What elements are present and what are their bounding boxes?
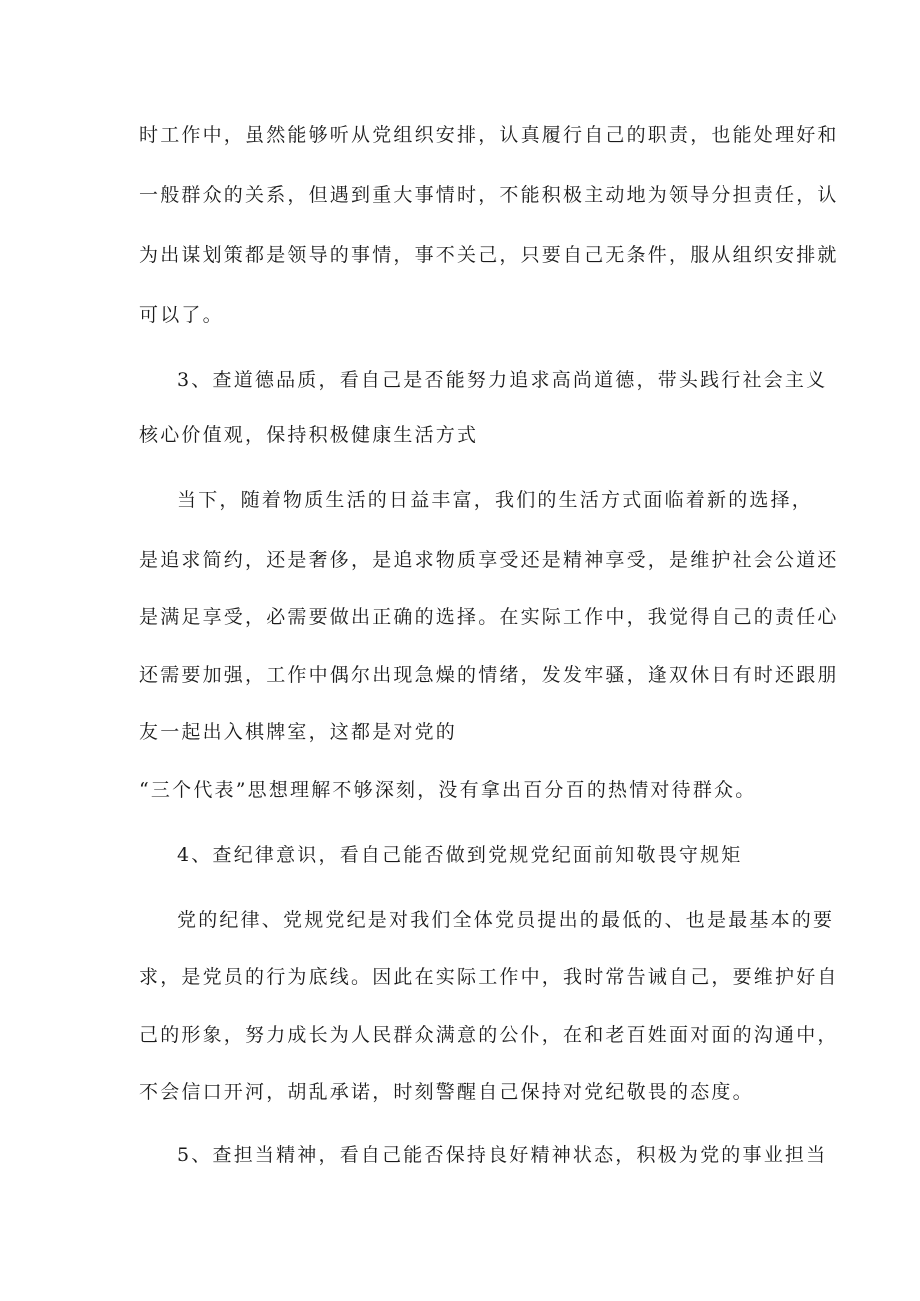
paragraph-line: 当下，随着物质生活的日益丰富，我们的生活方式面临着新的选择， [177,489,814,511]
paragraph-line: 是满足享受，必需要做出正确的选择。在实际工作中，我觉得自己的责任心 [139,606,839,628]
paragraph-line: 党的纪律、党规党纪是对我们全体党员提出的最低的、也是最基本的要 [177,909,835,931]
paragraph-line: 是追求简约，还是奢侈，是追求物质享受还是精神享受，是维护社会公道还 [139,549,839,571]
section-heading-3-continued: 核心价值观，保持积极健康生活方式 [139,424,479,446]
paragraph-continuation-line: 可以了。 [139,304,224,326]
paragraph-line: “三个代表”思想理解不够深刻，没有拿出百分百的热情对待群众。 [139,779,757,801]
paragraph-continuation-line: 时工作中，虽然能够听从党组织安排，认真履行自己的职责，也能处理好和 [139,124,839,146]
section-heading-5: 5、查担当精神，看自己能否保持良好精神状态，积极为党的事业担当 [177,1144,828,1166]
paragraph-continuation-line: 一般群众的关系，但遇到重大事情时，不能积极主动地为领导分担责任，认 [139,184,839,206]
paragraph-line: 还需要加强，工作中偶尔出现急燥的情绪，发发牢骚，逢双休日有时还跟朋 [139,664,839,686]
section-heading-3: 3、查道德品质，看自己是否能努力追求高尚道德，带头践行社会主义 [177,369,828,391]
paragraph-line: 己的形象，努力成长为人民群众满意的公仆，在和老百姓面对面的沟通中， [139,1024,839,1046]
paragraph-line: 求，是党员的行为底线。因此在实际工作中，我时常告诫自己，要维护好自 [139,966,839,988]
paragraph-line: 友一起出入棋牌室，这都是对党的 [139,721,458,743]
paragraph-continuation-line: 为出谋划策都是领导的事情，事不关己，只要自己无条件，服从组织安排就 [139,244,839,266]
section-heading-4: 4、查纪律意识，看自己能否做到党规党纪面前知敬畏守规矩 [177,844,743,866]
paragraph-line: 不会信口开河，胡乱承诺，时刻警醒自己保持对党纪敬畏的态度。 [139,1081,754,1103]
